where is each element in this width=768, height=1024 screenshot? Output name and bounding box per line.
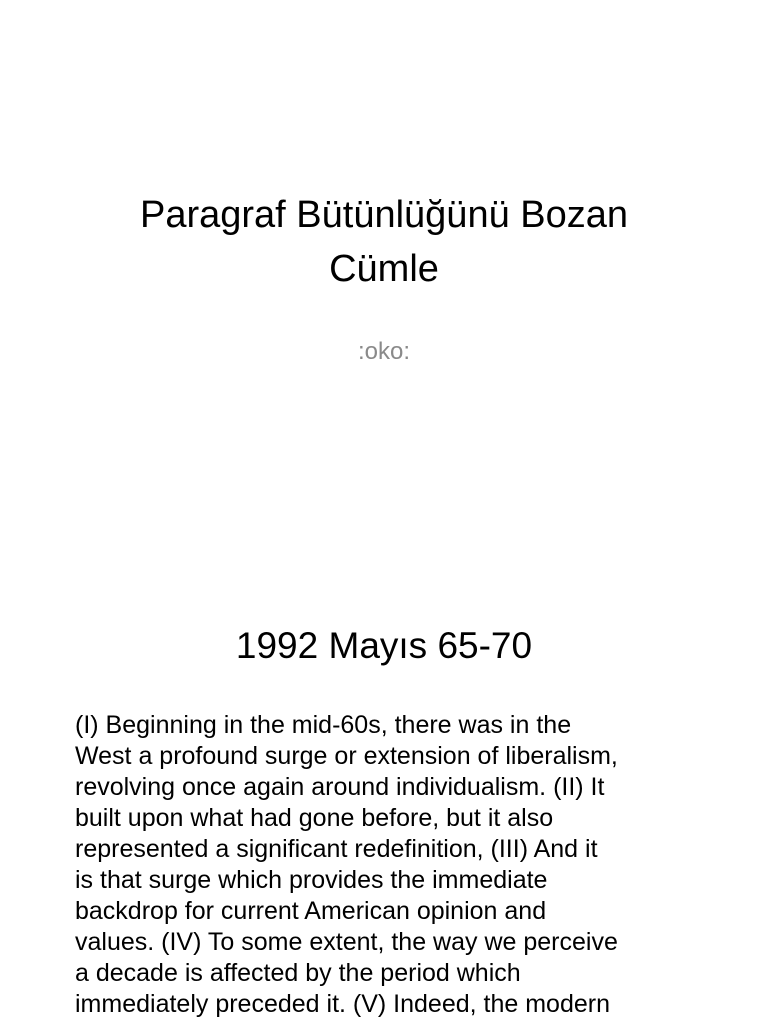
paragraph-line: immediately preceded it. (V) Indeed, the modern xyxy=(75,990,610,1018)
paragraph-text xyxy=(75,710,735,1020)
paragraph-line: (I) Beginning in the mid-60s, there was in the xyxy=(75,711,572,739)
slide-title-line-1: Paragraf Bütünlüğünü Bozan xyxy=(139,194,629,236)
paragraph-line: backdrop for current American opinion and xyxy=(75,897,547,925)
paragraph-line: a decade is affected by the period which xyxy=(75,959,521,987)
paragraph-line: revolving once again around individualism. (II) It xyxy=(75,773,605,801)
paragraph-line: is that surge which provides the immediate xyxy=(75,866,548,894)
paragraph-line: values. (IV) To some extent, the way we perceive xyxy=(75,928,618,956)
paragraph-line: West a profound surge or extension of liberalism, xyxy=(75,742,618,770)
content-slide xyxy=(0,576,768,1024)
slide-subtitle: :oko: xyxy=(357,338,411,365)
slide-title-line-2: Cümle xyxy=(329,248,439,290)
paragraph-line: represented a significant redefinition, (III) And it xyxy=(75,835,598,863)
paragraph-line: built upon what had gone before, but it also xyxy=(75,804,554,832)
content-slide-title: 1992 Mayıs 65-70 xyxy=(235,625,533,666)
slide-title xyxy=(80,188,688,296)
